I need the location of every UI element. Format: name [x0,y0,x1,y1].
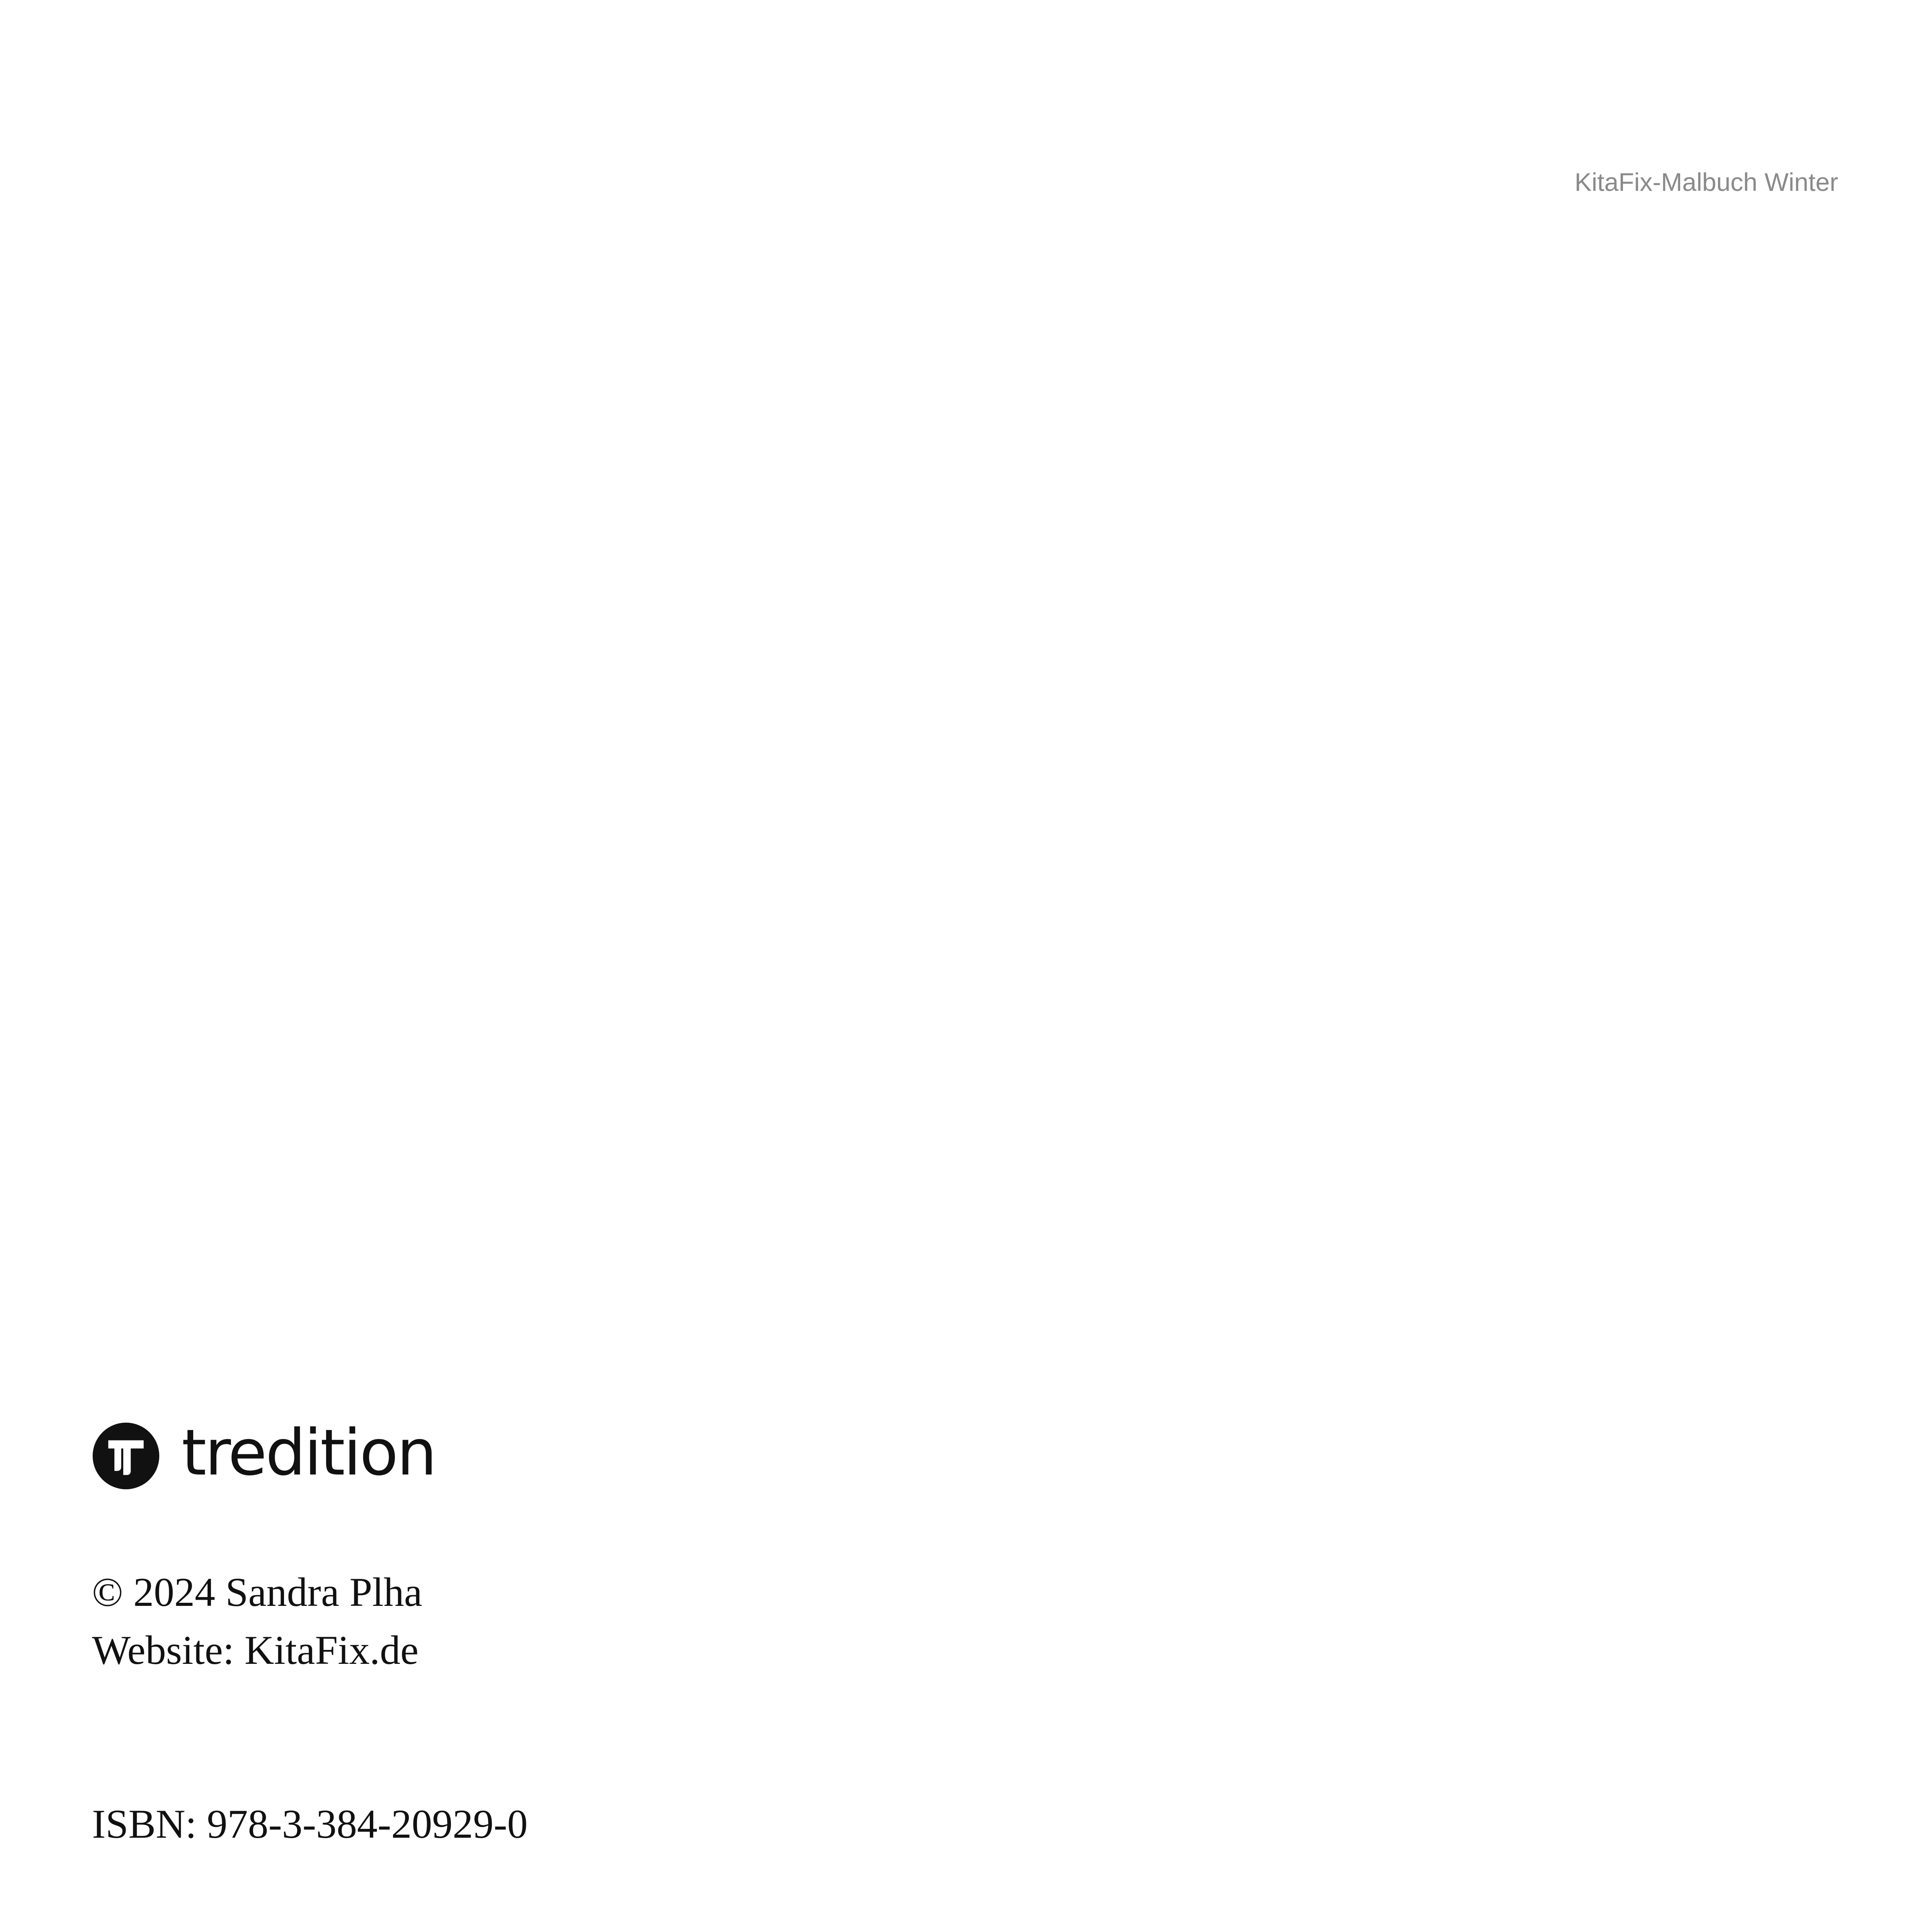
running-header: KitaFix-Malbuch Winter [1574,168,1838,196]
copyright-block [92,1563,1842,1679]
isbn-line: ISBN: 978-3-384-20929-0 [92,1801,528,1847]
copyright-line: © 2024 Sandra Plha [92,1570,422,1615]
isbn-block [92,1795,1842,1853]
website-line: Website: KitaFix.de [92,1628,419,1673]
tredition-logo-icon [92,1422,160,1490]
publisher-logo [92,1417,435,1495]
tredition-wordmark: tredition [182,1416,435,1490]
